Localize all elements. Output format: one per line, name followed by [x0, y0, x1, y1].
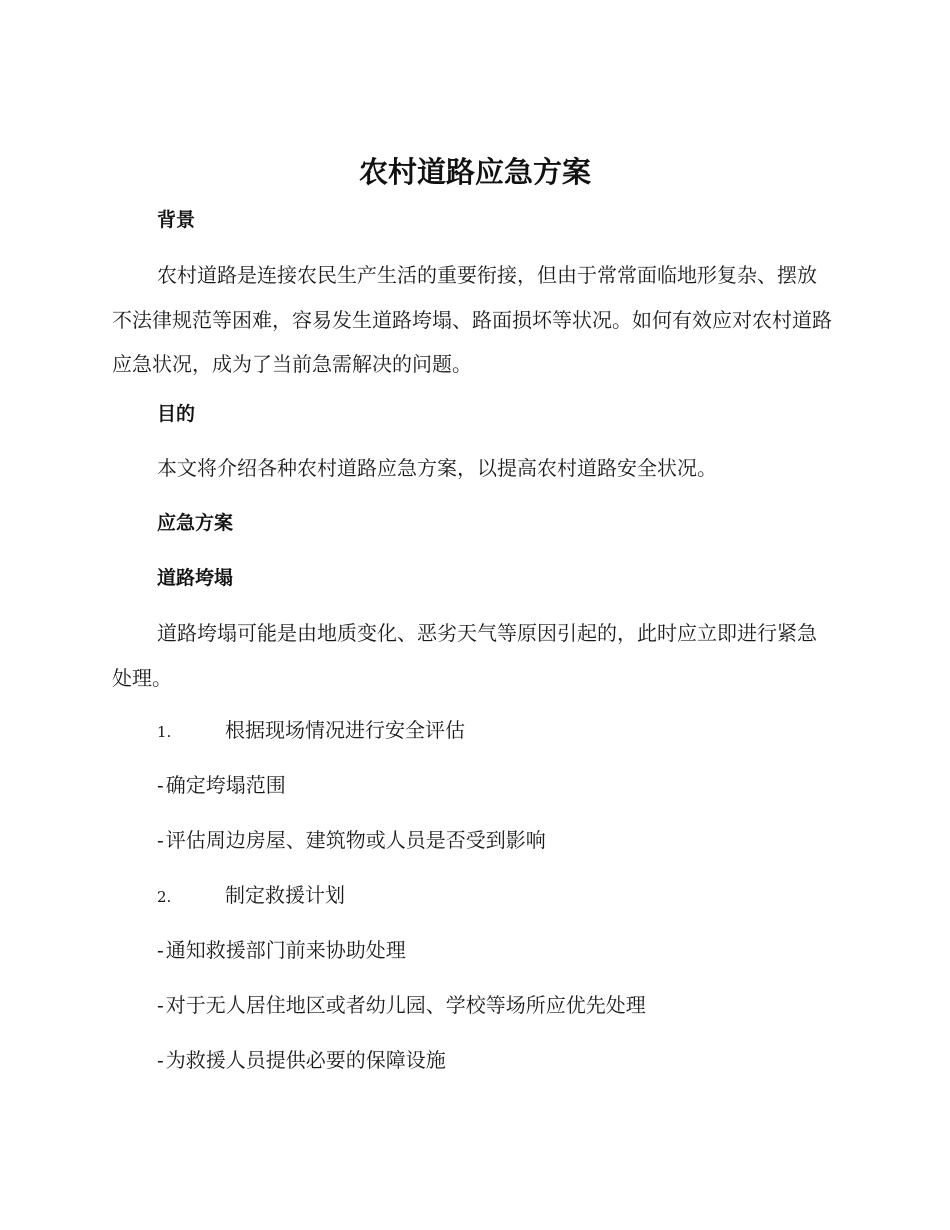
- bullet-text: 通知救援部门前来协助处理: [165, 938, 406, 962]
- section-heading-collapse: 道路垮塌: [157, 567, 234, 589]
- section-heading-purpose: 目的: [157, 403, 196, 425]
- bullet-item: [157, 1047, 446, 1073]
- bullet-text: 评估周边房屋、建筑物或人员是否受到影响: [165, 828, 546, 852]
- step-number: 2.: [157, 888, 172, 906]
- bullet-item: [157, 827, 546, 853]
- document-title: 农村道路应急方案: [358, 155, 591, 189]
- dash-marker: -: [157, 1048, 164, 1072]
- section-heading-background: 背景: [157, 209, 196, 231]
- step-text: 根据现场情况进行安全评估: [225, 718, 465, 742]
- section-heading-plan: 应急方案: [157, 512, 234, 534]
- step-text: 制定救援计划: [225, 883, 345, 907]
- step-number: 1.: [157, 723, 172, 741]
- bullet-text: 确定垮塌范围: [165, 773, 286, 797]
- bullet-text: 为救援人员提供必要的保障设施: [165, 1048, 446, 1072]
- background-paragraph: 农村道路是连接农民生产生活的重要衔接，但由于常常面临地形复杂、摆放不法律规范等困难，容易发生道路垮塌、路面损坏等状况。如何有效应对农村道路应急状况，成为了当前急需解决的问题。: [112, 263, 832, 376]
- collapse-paragraph: 道路垮塌可能是由地质变化、恶劣天气等原因引起的，此时应立即进行紧急处理。: [112, 621, 817, 690]
- bullet-item: [157, 992, 646, 1018]
- bullet-item: [157, 772, 286, 798]
- numbered-step: [157, 882, 345, 910]
- bullet-item: [157, 937, 406, 963]
- numbered-step: [157, 717, 465, 745]
- dash-marker: -: [157, 773, 164, 797]
- dash-marker: -: [157, 938, 164, 962]
- purpose-paragraph: 本文将介绍各种农村道路应急方案，以提高农村道路安全状况。: [157, 456, 717, 480]
- dash-marker: -: [157, 993, 164, 1017]
- dash-marker: -: [157, 828, 164, 852]
- bullet-text: 对于无人居住地区或者幼儿园、学校等场所应优先处理: [165, 993, 646, 1017]
